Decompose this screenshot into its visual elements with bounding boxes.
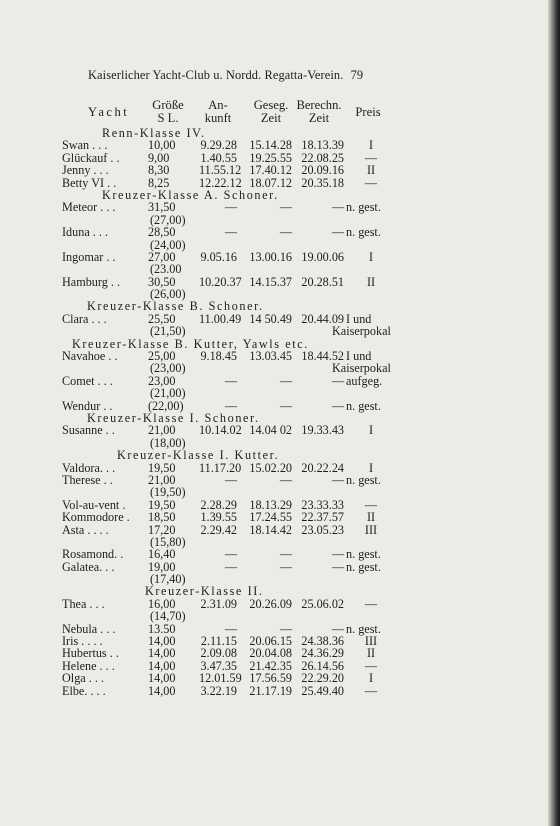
sailed-time: 19.25.55	[249, 150, 292, 165]
yacht-name: Betty VI . .	[62, 175, 117, 190]
corrected-time: —	[331, 559, 344, 574]
corrected-time: —	[331, 225, 344, 240]
prize-result: I	[368, 423, 374, 438]
class-heading: Kreuzer-Klasse B. Schoner.	[87, 299, 264, 314]
yacht-name: Glückauf . .	[62, 150, 120, 165]
table-row	[62, 647, 552, 659]
yacht-name: Elbe. . . .	[62, 683, 106, 698]
header-title: Kaiserlicher Yacht-Club u. Nordd. Regatta-Verein.	[88, 68, 344, 82]
prize-result: I	[368, 249, 374, 264]
yacht-name: Vol-au-vent .	[62, 497, 126, 512]
prize-result: n. gest.	[346, 398, 381, 413]
table-row	[62, 672, 552, 684]
prize-result: n. gest.	[346, 621, 381, 636]
yacht-name: Ingomar . .	[62, 249, 116, 264]
yacht-size: 10,00	[148, 138, 176, 153]
table-row	[62, 462, 552, 474]
corrected-time: 26.14.56	[301, 658, 344, 673]
row-note	[62, 325, 552, 337]
yacht-name: Rosamond. .	[62, 547, 124, 562]
corrected-time: 19.33.43	[301, 423, 344, 438]
sailed-time: 17.40.12	[249, 163, 292, 178]
yacht-name: Iduna . . .	[62, 225, 109, 240]
sailed-time: —	[279, 547, 292, 562]
measured-size-note: (21,50)	[150, 324, 186, 339]
arrival-time: 1.40.55	[200, 150, 237, 165]
yacht-name: Iris . . . .	[62, 634, 103, 649]
yacht-size: 18,50	[148, 510, 176, 525]
yacht-size: 21,00	[148, 472, 176, 487]
yacht-size: 25,50	[148, 311, 176, 326]
sailed-time: —	[279, 398, 292, 413]
sailed-time: 18.14.42	[249, 522, 292, 537]
row-note	[62, 387, 552, 399]
arrival-time: —	[224, 200, 237, 215]
table-row	[62, 276, 552, 288]
yacht-size: 19,00	[148, 559, 176, 574]
yacht-size: 16,00	[148, 596, 176, 611]
yacht-name: Wendur . .	[62, 398, 113, 413]
yacht-name: Comet . . .	[62, 373, 113, 388]
prize-result: —	[364, 150, 378, 165]
table-row	[62, 561, 552, 573]
prize-result: I und	[346, 349, 372, 364]
prize-result: aufgeg.	[346, 373, 383, 388]
yacht-name: Jenny . . .	[62, 163, 109, 178]
yacht-name: Meteor . . .	[62, 200, 116, 215]
table-row	[62, 201, 552, 213]
measured-size-note: (27,00)	[150, 212, 186, 227]
arrival-time: 2.29.42	[200, 522, 237, 537]
table-row	[62, 375, 552, 387]
class-heading: Kreuzer-Klasse I. Schoner.	[87, 410, 260, 425]
arrival-time: 3.47.35	[200, 658, 237, 673]
col-corrected-time: Berechn. Zeit	[296, 98, 342, 125]
arrival-time: —	[224, 373, 237, 388]
yacht-name: Kommodore .	[62, 510, 130, 525]
measured-size-note: (24,00)	[150, 237, 186, 252]
measured-size-note: (26,00)	[150, 287, 186, 302]
arrival-time: 10.20.37	[199, 274, 242, 289]
measured-size-note: (15,80)	[150, 534, 186, 549]
prize-result: —	[364, 497, 378, 512]
table-row	[62, 524, 552, 536]
trophy-note: Kaiserpokal	[332, 361, 391, 376]
measured-size-note: (23,00)	[150, 361, 186, 376]
yacht-size: 19,50	[148, 497, 176, 512]
prize-result: —	[364, 658, 378, 673]
class-heading: Renn-Klasse IV.	[102, 126, 206, 140]
corrected-time: 25.49.40	[301, 683, 344, 698]
yacht-size: 27,00	[148, 249, 176, 264]
arrival-time: 2.31.09	[200, 596, 237, 611]
yacht-size: 8,25	[148, 175, 170, 190]
class-heading: Kreuzer-Klasse A. Schoner.	[102, 187, 279, 202]
yacht-name: Thea . . .	[62, 596, 105, 611]
row-note	[62, 214, 552, 226]
prize-result: n. gest.	[346, 200, 381, 215]
arrival-time: 12.22.12	[199, 175, 242, 190]
arrival-time: —	[224, 559, 237, 574]
prize-result: n. gest.	[346, 559, 381, 574]
corrected-time: 20.35.18	[301, 175, 344, 190]
corrected-time: 18.44.52	[301, 349, 344, 364]
yacht-name: Hubertus . .	[62, 646, 119, 661]
yacht-size: 31,50	[148, 200, 176, 215]
yacht-size: 23,00	[148, 373, 176, 388]
arrival-time: —	[224, 547, 237, 562]
prize-result: II	[366, 510, 376, 525]
measured-size-note: (19,50)	[150, 485, 186, 500]
corrected-time: 24.38.36	[301, 634, 344, 649]
col-arrival: An- kunft	[204, 98, 232, 125]
running-header	[88, 68, 528, 83]
corrected-time: 20.09.16	[301, 163, 344, 178]
corrected-time: —	[331, 621, 344, 636]
arrival-time: 11.00.49	[199, 311, 242, 326]
yacht-name: Navahoe . .	[62, 349, 118, 364]
sailed-time: 20.06.15	[249, 634, 292, 649]
sailed-time: 18.13.29	[249, 497, 292, 512]
measured-size-note: (23.00	[150, 262, 182, 277]
row-note	[62, 263, 552, 275]
sailed-time: 20.04.08	[249, 646, 292, 661]
yacht-size: 14,00	[148, 683, 176, 698]
yacht-size: 13.50	[148, 621, 176, 636]
corrected-time: —	[331, 472, 344, 487]
prize-result: —	[364, 175, 378, 190]
corrected-time: 25.06.02	[301, 596, 344, 611]
prize-result: III	[364, 522, 378, 537]
arrival-time: 2.28.29	[200, 497, 237, 512]
prize-result: I	[368, 138, 374, 153]
measured-size-note: (18,00)	[150, 435, 186, 450]
corrected-time: 20.22.24	[301, 460, 344, 475]
prize-result: I	[368, 671, 374, 686]
class-heading: Kreuzer-Klasse B. Kutter, Yawls etc.	[72, 336, 309, 351]
regatta-results-table	[62, 97, 552, 697]
prize-result: II	[366, 646, 376, 661]
yacht-name: Swan . . .	[62, 138, 108, 153]
sailed-time: 17.24.55	[249, 510, 292, 525]
sailed-time: —	[279, 472, 292, 487]
yacht-size: 21,00	[148, 423, 176, 438]
yacht-size: 19,50	[148, 460, 176, 475]
row-note	[62, 573, 552, 585]
col-prize: Preis	[355, 105, 381, 119]
yacht-name: Galatea. . .	[62, 559, 115, 574]
row-note	[62, 536, 552, 548]
arrival-time: 11.17.20	[199, 460, 242, 475]
sailed-time: 14.15.37	[249, 274, 292, 289]
prize-result: II	[366, 274, 376, 289]
table-row	[62, 548, 552, 560]
table-row	[62, 251, 552, 263]
yacht-name: Olga . . .	[62, 671, 104, 686]
arrival-time: 9.29.28	[200, 138, 237, 153]
prize-result: n. gest.	[346, 472, 381, 487]
prize-result: —	[364, 596, 378, 611]
corrected-time: 18.13.39	[301, 138, 344, 153]
table-body	[62, 127, 552, 697]
yacht-size: 16,40	[148, 547, 176, 562]
column-headers	[62, 97, 552, 127]
corrected-time: 19.00.06	[301, 249, 344, 264]
yacht-size: 14,00	[148, 646, 176, 661]
table-row	[62, 598, 552, 610]
col-yacht: Yacht	[88, 105, 130, 119]
table-row	[62, 164, 552, 176]
corrected-time: —	[331, 200, 344, 215]
table-row	[62, 226, 552, 238]
corrected-time: 23.33.33	[301, 497, 344, 512]
arrival-time: 11.55.12	[199, 163, 242, 178]
sailed-time: 18.07.12	[249, 175, 292, 190]
table-row	[62, 350, 552, 362]
sailed-time: 17.56.59	[249, 671, 292, 686]
yacht-name: Valdora. . .	[62, 460, 116, 475]
yacht-size: 30,50	[148, 274, 176, 289]
measured-size-note: (21,00)	[150, 386, 186, 401]
prize-result: I und	[346, 311, 372, 326]
yacht-name: Asta . . . .	[62, 522, 109, 537]
yacht-size: 14,00	[148, 671, 176, 686]
yacht-size: 9,00	[148, 150, 170, 165]
corrected-time: 22.08.25	[301, 150, 344, 165]
yacht-size: 28,50	[148, 225, 176, 240]
yacht-size: 14,00	[148, 658, 176, 673]
class-heading: Kreuzer-Klasse I. Kutter.	[117, 448, 280, 463]
arrival-time: 3.22.19	[200, 683, 237, 698]
yacht-name: Therese . .	[62, 472, 113, 487]
sailed-time: 20.26.09	[249, 596, 292, 611]
yacht-name: Nebula . . .	[62, 621, 116, 636]
measured-size-note: (17,40)	[150, 572, 186, 587]
prize-result: —	[364, 683, 378, 698]
yacht-name: Hamburg . .	[62, 274, 120, 289]
arrival-time: 10.14.02	[199, 423, 242, 438]
class-heading: Kreuzer-Klasse II.	[145, 584, 264, 599]
corrected-time: 23.05.23	[301, 522, 344, 537]
prize-result: n. gest.	[346, 547, 381, 562]
sailed-time: —	[279, 225, 292, 240]
arrival-time: —	[224, 398, 237, 413]
prize-result: n. gest.	[346, 225, 381, 240]
sailed-time: 15.14.28	[249, 138, 292, 153]
arrival-time: —	[224, 472, 237, 487]
sailed-time: 14 50.49	[249, 311, 292, 326]
sailed-time: 15.02.20	[249, 460, 292, 475]
table-row	[62, 685, 552, 697]
corrected-time: —	[331, 398, 344, 413]
table-row	[62, 511, 552, 523]
arrival-time: 2.11.15	[200, 634, 237, 649]
yacht-size: (22,00)	[148, 398, 184, 413]
corrected-time: 24.36.29	[301, 646, 344, 661]
arrival-time: —	[224, 621, 237, 636]
sailed-time: —	[279, 621, 292, 636]
prize-result: I	[368, 460, 374, 475]
sailed-time: 21.42.35	[249, 658, 292, 673]
corrected-time: 20.28.51	[301, 274, 344, 289]
yacht-size: 14,00	[148, 634, 176, 649]
sailed-time: 13.03.45	[249, 349, 292, 364]
measured-size-note: (14,70)	[150, 609, 186, 624]
sailed-time: —	[279, 373, 292, 388]
table-row	[62, 474, 552, 486]
page-number: 79	[350, 68, 364, 82]
corrected-time: 22.37.57	[301, 510, 344, 525]
arrival-time: 9.18.45	[200, 349, 237, 364]
col-sailed-time: Geseg. Zeit	[253, 98, 289, 125]
sailed-time: 21.17.19	[249, 683, 292, 698]
sailed-time: 14.04 02	[249, 423, 292, 438]
arrival-time: —	[224, 225, 237, 240]
arrival-time: 12.01.59	[199, 671, 242, 686]
yacht-size: 25,00	[148, 349, 176, 364]
prize-result: III	[364, 634, 378, 649]
table-row	[62, 313, 552, 325]
yacht-name: Susanne . .	[62, 423, 115, 438]
col-size: Größe S L.	[152, 98, 184, 125]
corrected-time: 20.44.09	[301, 311, 344, 326]
yacht-name: Helene . . .	[62, 658, 115, 673]
row-note	[62, 486, 552, 498]
arrival-time: 2.09.08	[200, 646, 237, 661]
table-row	[62, 424, 552, 436]
row-note	[62, 610, 552, 622]
corrected-time: 22.29.20	[301, 671, 344, 686]
sailed-time: —	[279, 559, 292, 574]
prize-result: II	[366, 163, 376, 178]
sailed-time: —	[279, 200, 292, 215]
yacht-size: 17,20	[148, 522, 176, 537]
corrected-time: —	[331, 373, 344, 388]
yacht-size: 8,30	[148, 163, 170, 178]
row-note	[62, 362, 552, 374]
arrival-time: 9.05.16	[200, 249, 237, 264]
trophy-note: Kaiserpokal	[332, 324, 391, 339]
sailed-time: 13.00.16	[249, 249, 292, 264]
arrival-time: 1.39.55	[200, 510, 237, 525]
corrected-time: —	[331, 547, 344, 562]
table-row	[62, 139, 552, 151]
yacht-name: Clara . . .	[62, 311, 107, 326]
